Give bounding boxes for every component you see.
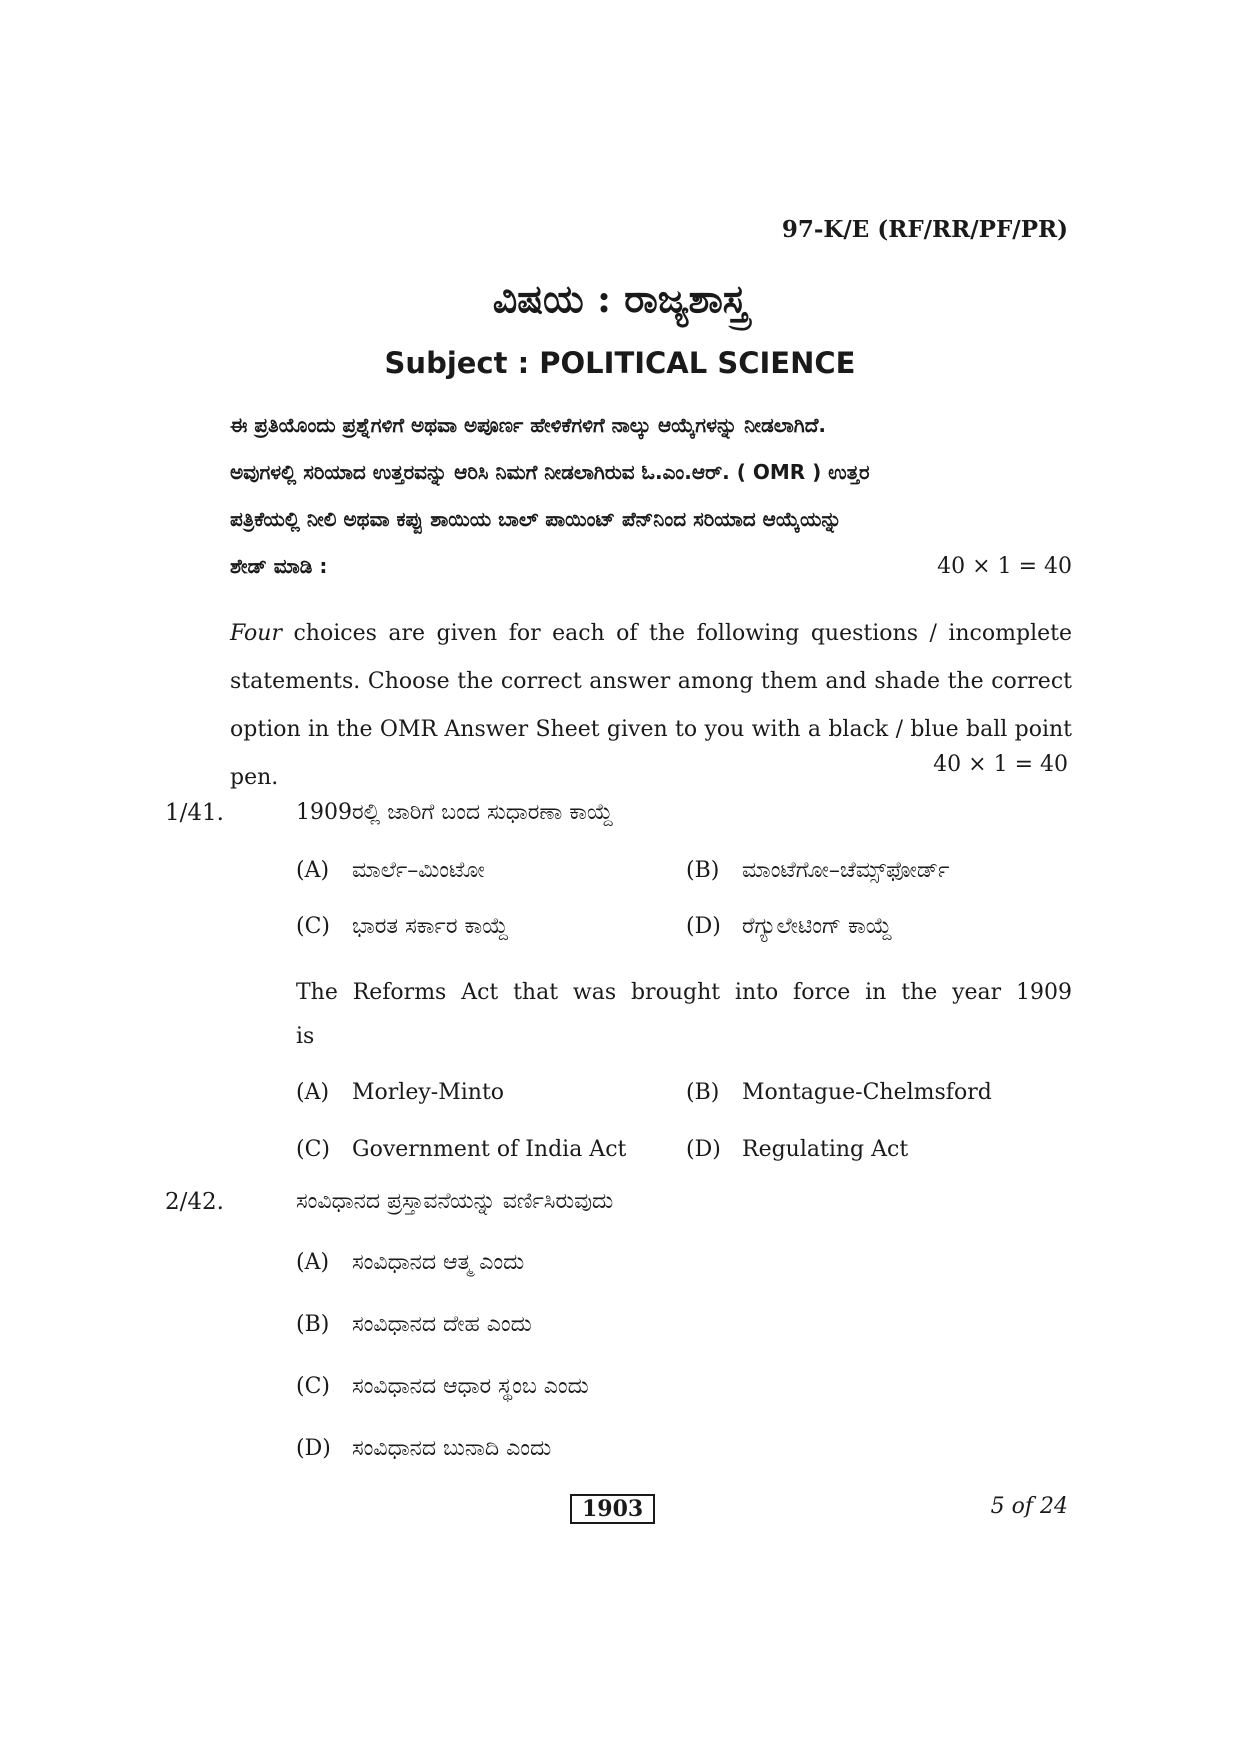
subject-title-english: Subject : POLITICAL SCIENCE: [384, 346, 856, 380]
page-number: 5 of 24: [990, 1494, 1068, 1519]
marks-kannada: 40 × 1 = 40: [937, 554, 1072, 579]
option-d-english: (D) Regulating Act: [686, 1137, 909, 1162]
option-a-english: (A) Morley-Minto: [296, 1080, 505, 1105]
option-a-kannada: (A) ಮಾರ್ಲೆ–ಮಿಂಟೋ: [296, 858, 485, 883]
question-number: 1/41.: [165, 800, 224, 826]
option-b-kannada: (B) ಮಾಂಟೆಗೋ–ಚೆಮ್ಸ್‌ಫೋರ್ಡ್: [686, 858, 950, 883]
instruction-line: ಶೇಡ್ ಮಾಡಿ :: [230, 554, 328, 578]
question-text-english: The Reforms Act that was brought into force in the year 1909: [296, 980, 1072, 1005]
question-text-english-cont: is: [296, 1024, 315, 1049]
option-c-kannada: (C) ಸಂವಿಧಾನದ ಆಧಾರ ಸ್ಥಂಬ ಎಂದು: [296, 1374, 589, 1399]
subject-title-kannada: ವಿಷಯ : ರಾಜ್ಯಶಾಸ್ತ್ರ: [492, 276, 748, 321]
footer-code: 1903: [570, 1494, 655, 1524]
marks-english: 40 × 1 = 40: [933, 752, 1068, 777]
instruction-text: choices are given for each of the following questions / incomplete statements. Choose the correct answer among them and shade the correct option in the OMR Answer Sheet given to you with a black / blue ball point pen.: [230, 621, 1072, 790]
option-c-kannada: (C) ಭಾರತ ಸರ್ಕಾರ ಕಾಯ್ದೆ: [296, 914, 509, 939]
paper-code: 97-K/E (RF/RR/PF/PR): [781, 216, 1068, 243]
instruction-italic: Four: [230, 621, 282, 646]
instruction-line: ಈ ಪ್ರತಿಯೊಂದು ಪ್ರಶ್ನೆಗಳಿಗೆ ಅಥವಾ ಅಪೂರ್ಣ ಹೇಳಿಕೆಗಳಿಗೆ ನಾಲ್ಕು ಆಯ್ಕೆಗಳನ್ನು ನೀಡಲಾಗಿದೆ.: [230, 413, 827, 437]
option-d-kannada: (D) ಸಂವಿಧಾನದ ಬುನಾದಿ ಎಂದು: [296, 1436, 552, 1461]
option-b-english: (B) Montague-Chelmsford: [686, 1080, 992, 1105]
option-a-kannada: (A) ಸಂವಿಧಾನದ ಆತ್ಮ ಎಂದು: [296, 1250, 525, 1275]
question-text-kannada: 1909ರಲ್ಲಿ ಜಾರಿಗೆ ಬಂದ ಸುಧಾರಣಾ ಕಾಯ್ದೆ: [296, 800, 614, 825]
option-c-english: (C) Government of India Act: [296, 1137, 627, 1162]
question-number: 2/42.: [165, 1189, 224, 1215]
instruction-line-last: [230, 543, 1072, 590]
option-b-kannada: (B) ಸಂವಿಧಾನದ ದೇಹ ಎಂದು: [296, 1312, 532, 1337]
option-d-kannada: (D) ರೆಗ್ಯುಲೇಟಿಂಗ್ ಕಾಯ್ದೆ: [686, 914, 893, 939]
instruction-line: ಪತ್ರಿಕೆಯಲ್ಲಿ ನೀಲಿ ಅಥವಾ ಕಪ್ಪು ಶಾಯಿಯ ಬಾಲ್ ಪಾಯಿಂಟ್ ಪೆನ್‌ನಿಂದ ಸರಿಯಾದ ಆಯ್ಕೆಯನ್ನು: [230, 507, 842, 531]
instructions-kannada: [230, 402, 1072, 590]
question-text-kannada: ಸಂವಿಧಾನದ ಪ್ರಸ್ತಾವನೆಯನ್ನು ವರ್ಣಿಸಿರುವುದು: [296, 1189, 614, 1214]
instruction-line: ಅವುಗಳಲ್ಲಿ ಸರಿಯಾದ ಉತ್ತರವನ್ನು ಆರಿಸಿ ನಿಮಗೆ ನೀಡಲಾಗಿರುವ ಓ.ಎಂ.ಆರ್. ( OMR ) ಉತ್ತರ: [230, 460, 870, 484]
